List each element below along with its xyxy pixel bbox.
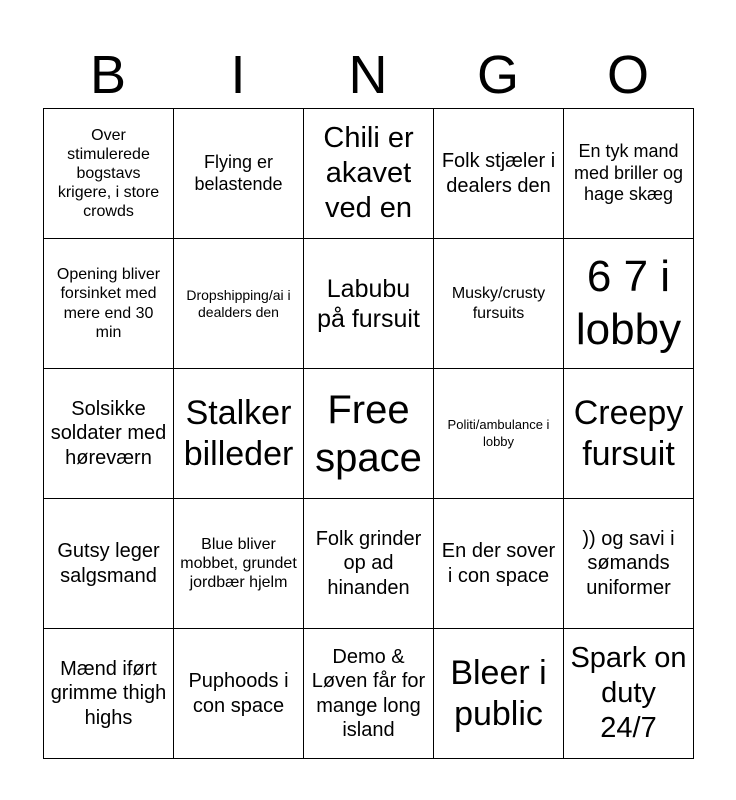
cell-text: )) og savi i sømands uniformer: [582, 527, 675, 599]
bingo-cell[interactable]: [304, 369, 434, 499]
cell-text: Dropshipping/ai i dealders den: [186, 287, 291, 320]
bingo-cell[interactable]: [44, 369, 174, 499]
cell-text: 6 7 i lobby: [575, 251, 682, 354]
cell-text: Folk grinder op ad hinanden: [315, 527, 422, 599]
header-letter-b: B: [89, 45, 127, 105]
bingo-cell[interactable]: [174, 239, 304, 369]
header-letter-o: O: [606, 45, 649, 105]
cell-text: Folk stjæler i dealers den: [441, 150, 556, 197]
cell-text: Chili er akavet ved en: [323, 122, 414, 224]
cell-text: Demo & Løven får for mange long island: [311, 645, 426, 741]
bingo-cell[interactable]: [434, 109, 564, 239]
cell-text: Free space: [315, 387, 422, 480]
bingo-cell[interactable]: [434, 369, 564, 499]
bingo-cell[interactable]: [44, 239, 174, 369]
cell-text: Gutsy leger salgsmand: [57, 540, 160, 587]
header-letter-i: I: [230, 45, 246, 105]
bingo-cell[interactable]: [44, 109, 174, 239]
cell-text: En der sover i con space: [441, 540, 556, 587]
cell-text: Labubu på fursuit: [317, 274, 420, 333]
bingo-cell[interactable]: [304, 109, 434, 239]
bingo-board: [43, 108, 694, 759]
bingo-cell[interactable]: [564, 239, 694, 369]
cell-text: Politi/ambulance i lobby: [447, 416, 550, 449]
bingo-cell[interactable]: [304, 239, 434, 369]
cell-text: Creepy fursuit: [573, 393, 684, 473]
bingo-cell[interactable]: [174, 369, 304, 499]
cell-text: Spark on duty 24/7: [570, 642, 687, 744]
cell-text: Solsikke soldater med høreværn: [50, 397, 167, 469]
bingo-cell[interactable]: [174, 629, 304, 759]
header-letter-g: G: [476, 45, 519, 105]
cell-text: En tyk mand med briller og hage skæg: [573, 140, 684, 205]
bingo-cell[interactable]: [304, 499, 434, 629]
bingo-cell[interactable]: [564, 109, 694, 239]
cell-text: Blue bliver mobbet, grundet jordbær hjelm: [180, 535, 297, 592]
bingo-cell[interactable]: [564, 499, 694, 629]
bingo-cell[interactable]: [434, 499, 564, 629]
header-letter-n: N: [348, 45, 388, 105]
cell-text: Mænd iført grimme thigh highs: [50, 657, 167, 729]
bingo-cell[interactable]: [44, 629, 174, 759]
bingo-cell[interactable]: [174, 499, 304, 629]
cell-text: Puphoods i con space: [188, 670, 289, 717]
bingo-cell[interactable]: [564, 629, 694, 759]
bingo-cell[interactable]: [304, 629, 434, 759]
bingo-cell[interactable]: [174, 109, 304, 239]
bingo-cell[interactable]: [434, 239, 564, 369]
cell-text: Over stimulerede bogstavs krigere, i store crowds: [57, 126, 160, 221]
cell-text: Flying er belastende: [194, 151, 283, 194]
cell-text: Bleer i public: [450, 653, 547, 733]
bingo-cell[interactable]: [434, 629, 564, 759]
cell-text: Opening bliver forsinket med mere end 30 min: [56, 266, 161, 341]
bingo-cell[interactable]: [564, 369, 694, 499]
cell-text: Stalker billeder: [183, 393, 294, 473]
bingo-cell[interactable]: [44, 499, 174, 629]
bingo-header: [43, 40, 693, 108]
cell-text: Musky/crusty fursuits: [451, 285, 546, 322]
